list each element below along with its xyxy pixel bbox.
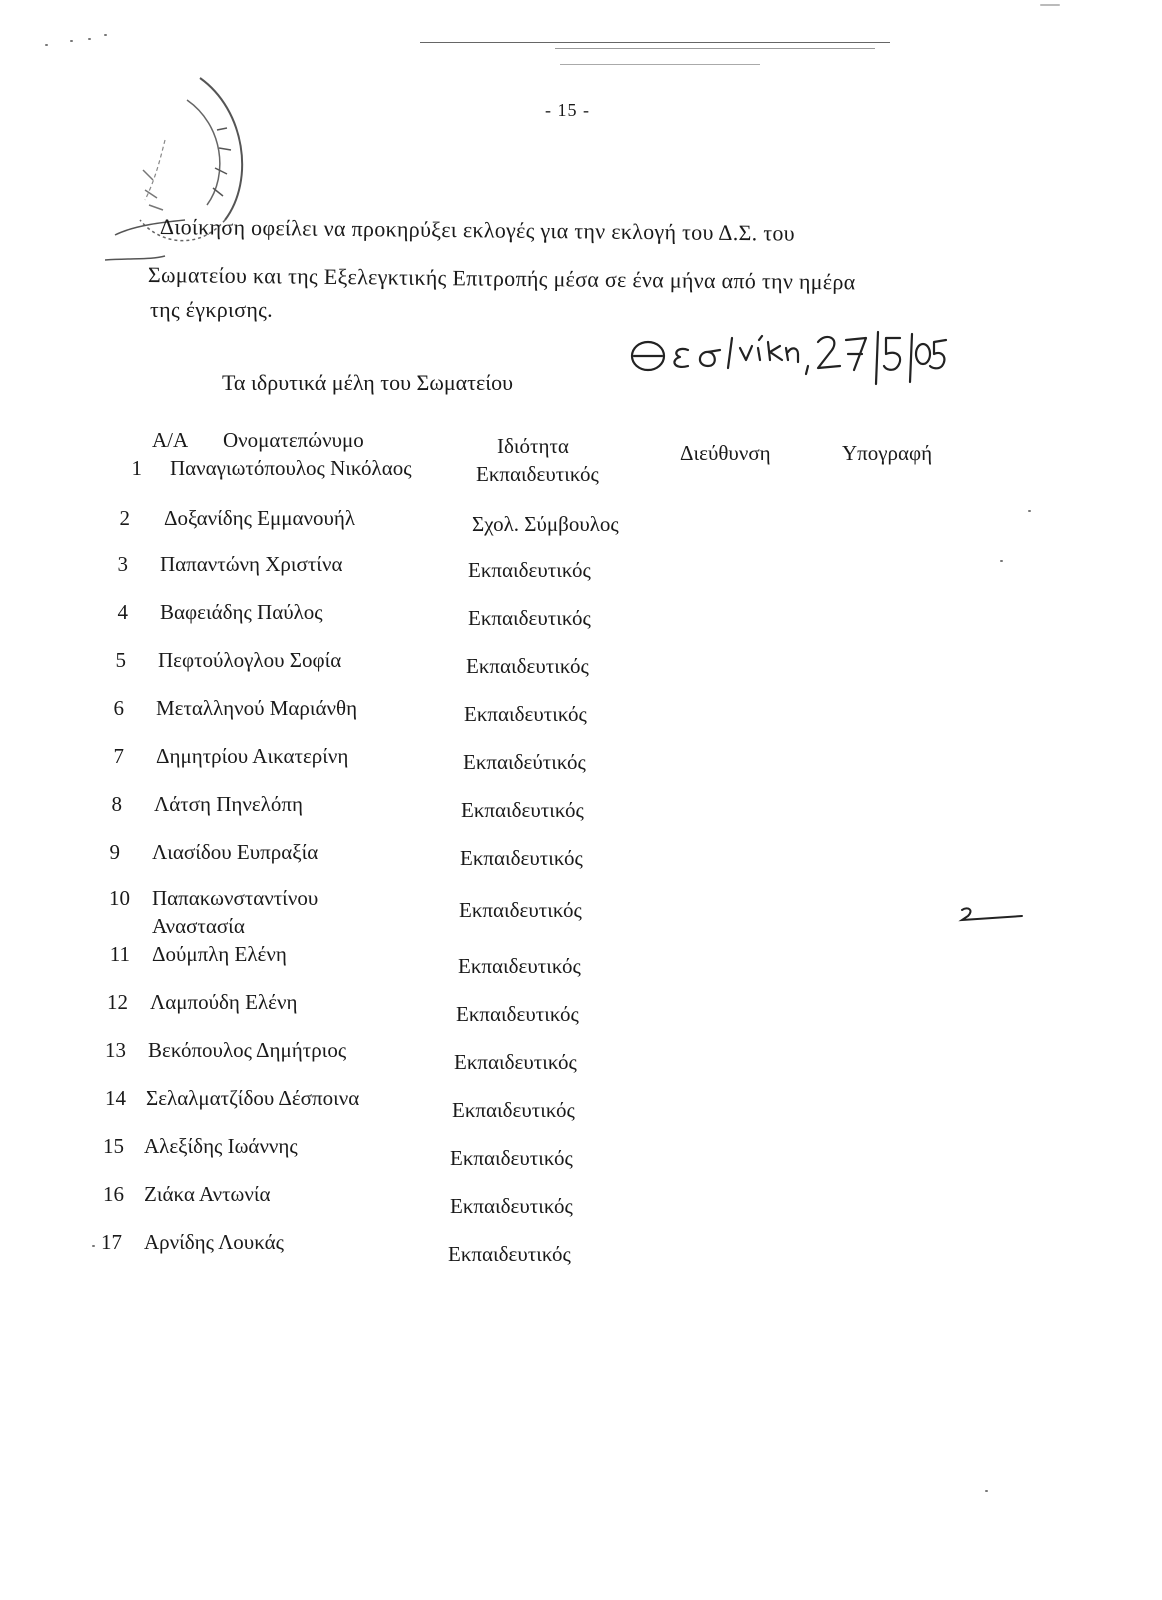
member-profession: Εκπαιδευτικός: [450, 1146, 573, 1170]
scan-speck: [88, 38, 91, 40]
scan-speck: [70, 40, 73, 42]
member-profession: Σχολ. Σύμβουλος: [472, 512, 619, 536]
member-number: 2: [119, 506, 130, 530]
scan-speck: [104, 34, 107, 36]
member-number: 16: [103, 1182, 124, 1206]
member-profession: Εκπαιδευτικός: [454, 1050, 577, 1074]
column-header-address: Διεύθυνση: [680, 441, 771, 465]
member-name: Δούμπλη Ελένη: [152, 942, 287, 966]
member-profession: Εκπαιδευτικός: [456, 1002, 579, 1026]
member-number: 15: [103, 1134, 124, 1158]
scan-artifact-line: [555, 48, 875, 49]
member-profession: Εκπαιδευτικός: [468, 606, 591, 630]
member-profession: Εκπαιδεύτικός: [463, 750, 586, 774]
member-name: Ζιάκα Αντωνία: [144, 1182, 271, 1206]
member-number: 3: [117, 552, 128, 576]
paragraph-line-3: της έγκρισης.: [150, 297, 273, 322]
member-name: Πεφτούλογλου Σοφία: [158, 648, 342, 672]
member-name: Βαφειάδης Παύλος: [160, 600, 323, 624]
member-profession: Εκπαιδευτικός: [448, 1242, 571, 1266]
column-header-profession: Ιδιότητα: [497, 434, 569, 458]
member-name: Μεταλληνού Μαριάνθη: [156, 696, 358, 720]
member-name: Δοξανίδης Εμμανουήλ: [164, 506, 356, 530]
member-number: 17: [101, 1230, 122, 1254]
member-name: Αρνίδης Λουκάς: [144, 1230, 284, 1254]
member-name: Σελαλματζίδου Δέσποινα: [146, 1086, 360, 1110]
member-name: Βεκόπουλος Δημήτριος: [148, 1038, 347, 1062]
member-profession: Εκπαιδευτικός: [464, 702, 587, 726]
column-header-name: Ονοματεπώνυμο: [223, 428, 364, 452]
member-number: 10: [109, 886, 130, 910]
member-name: Λιασίδου Ευπραξία: [152, 840, 319, 864]
signature-mark-icon: [958, 902, 1028, 926]
member-profession: Εκπαιδευτικός: [460, 846, 583, 870]
member-profession: Εκπαιδευτικός: [452, 1098, 575, 1122]
column-header-signature: Υπογραφή: [842, 441, 933, 465]
member-profession: Εκπαιδευτικός: [476, 462, 599, 486]
scan-speck: [1000, 560, 1003, 562]
member-name: Λάτση Πηνελόπη: [154, 792, 303, 816]
member-number: 12: [107, 990, 128, 1014]
page-number: - 15 -: [545, 100, 590, 120]
member-name: Παπακωνσταντίνου: [152, 886, 319, 910]
member-name: Παναγιωτόπουλος Νικόλαος: [170, 456, 412, 480]
members-heading: Τα ιδρυτικά μέλη του Σωματείου: [222, 370, 514, 395]
member-profession: Εκπαιδευτικός: [458, 954, 581, 978]
member-number: 1: [131, 456, 142, 480]
scan-artifact-line: [420, 42, 890, 43]
member-number: 4: [117, 600, 128, 624]
scan-speck: [45, 44, 48, 46]
member-profession: Εκπαιδευτικός: [468, 558, 591, 582]
member-profession: Εκπαιδευτικός: [461, 798, 584, 822]
member-number: 6: [113, 696, 124, 720]
paragraph-line-2: Σωματείου και της Εξελεγκτικής Επιτροπής μέσα σε ένα μήνα από την ημέρα: [147, 262, 856, 295]
scan-speck: [1040, 4, 1060, 6]
member-profession: Εκπαιδευτικός: [466, 654, 589, 678]
member-name: Δημητρίου Αικατερίνη: [156, 744, 349, 768]
member-name: Λαμπούδη Ελένη: [150, 990, 298, 1014]
member-profession: Εκπαιδευτικός: [459, 898, 582, 922]
member-number: 5: [115, 648, 126, 672]
member-number: 11: [109, 942, 130, 966]
paragraph-line-1: Διοίκηση οφείλει να προκηρύξει εκλογές για την εκλογή του Δ.Σ. του: [159, 214, 796, 246]
member-number: 8: [111, 792, 122, 816]
column-header-aa: Α/Α: [152, 428, 189, 452]
scan-speck: [985, 1490, 988, 1492]
handwritten-place-date: [628, 326, 948, 396]
member-name: Παπαντώνη Χριστίνα: [160, 552, 343, 576]
member-profession: Εκπαιδευτικός: [450, 1194, 573, 1218]
scan-speck: [1028, 510, 1031, 512]
scan-artifact-line: [560, 64, 760, 65]
member-number: 9: [109, 840, 120, 864]
member-number: 13: [105, 1038, 126, 1062]
member-name: Αλεξίδης Ιωάννης: [144, 1134, 298, 1158]
member-name-continued: Αναστασία: [152, 914, 245, 938]
member-number: 14: [105, 1086, 126, 1110]
member-number: 7: [113, 744, 124, 768]
